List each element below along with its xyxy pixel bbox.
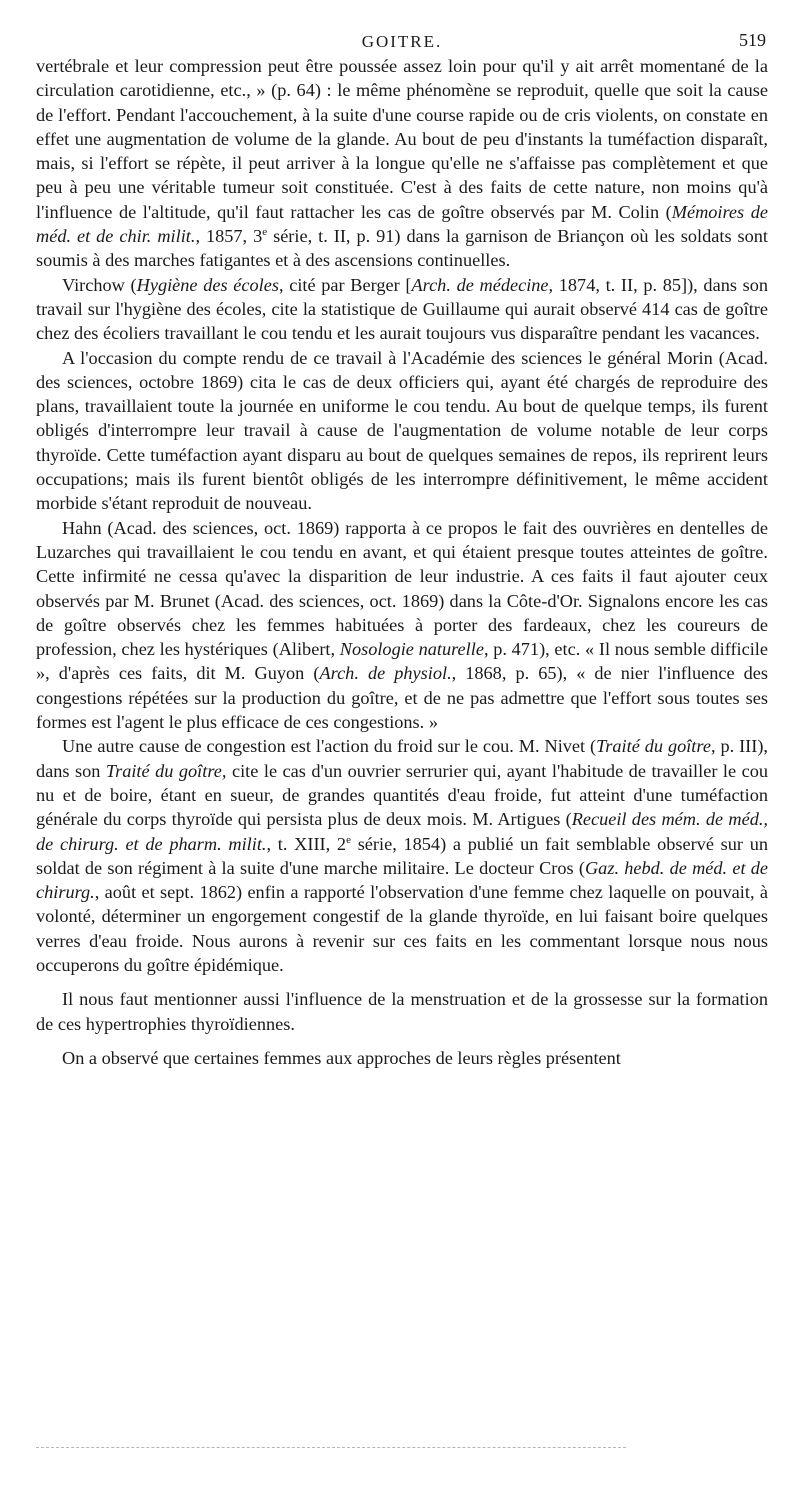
paragraph	[36, 346, 768, 516]
citation-italic: Traité du goître	[596, 736, 711, 757]
text-run: , t. XIII, 2	[266, 833, 347, 854]
text-run: vertébrale et leur compression peut être poussée assez loin pour qu'il y ait arrêt momentané de la circulation carotidienne, etc., » (p. 64) : le même phénomène se reproduit, quelle que soit la cause de l'effort. Pendant l'accouchement, à la suite d'une course rapide ou de cris violents, on constate en effet une augmentation de volume de la glande. Au bout de peu d'instants la tuméfaction disparaît, mais, si l'effort se répète, il peut arriver à la longue qu'elle ne s'affaisse pas complètement et que peu à peu une véritable tumeur soit constituée. C'est à des faits de cette nature, non moins qu'à l'influence de l'altitude, qu'il faut rattacher les cas de goître observés par M. Colin (	[36, 56, 768, 222]
text-run: , août et sept. 1862) enfin a rapporté l'observation d'une femme chez laquelle on pouvait, à volonté, déterminer un engorgement congestif de la glande thyroïde, en lui faisant boire quelques verres d'eau froide. Nous aurons à revenir sur ces faits en les commentant lorsque nous nous occuperons du goître épidémique.	[36, 882, 768, 975]
citation-italic: Recueil des mém. de méd., de chirurg. et de pharm. milit.	[36, 809, 768, 854]
text-run: Une autre cause de congestion est l'action du froid sur le cou. M. Nivet (	[62, 736, 597, 757]
citation-italic: Traité du goître,	[105, 760, 227, 781]
paragraph	[36, 273, 768, 346]
text-run: A l'occasion du compte rendu de ce travail à l'Académie des sciences le général Morin (Acad. des sciences, octobre 1869) cita le cas de deux officiers qui, ayant été chargés de reproduire des plans, travaillaient toute la journée en uniforme le cou tendu. Au bout de quelque temps, ils furent obligés d'interrompre leur travail à cause de l'augmentation de volume notable de leur corps thyroïde. Cette tuméfaction ayant disparu au bout de quelques semaines de repos, ils reprirent leurs occupations; mais ils furent bientôt obligés de les interrompre définitivement, le même accident morbide s'étant reproduit de nouveau.	[36, 347, 768, 514]
text-run: série, 1854) a publié un fait semblable observé sur un soldat de son régiment à la suite d'une marche militaire. Le docteur Cros (	[36, 833, 769, 878]
citation-italic: Nosologie naturelle	[339, 639, 484, 660]
text-run: série, t. II, p. 91) dans la garnison de Briançon où les soldats sont soumis à des marches fatigantes et à des ascensions continuelles.	[36, 226, 768, 271]
citation-italic: Mémoires de méd. et de chir. milit.	[36, 201, 768, 247]
text-run: , 1868, p. 65), « de nier l'influence des congestions répétées sur la production du goître, et de ne pas admettre que l'effort sous toutes ses formes est l'agent le plus efficace de ces congestions. »	[36, 663, 768, 733]
text-run: Il nous faut mentionner aussi l'influence de la menstruation et de la grossesse sur la formation de ces hypertrophies thyroïdiennes.	[36, 989, 768, 1034]
text-run: , cité par Berger [	[278, 274, 412, 295]
superscript: e	[346, 833, 351, 846]
text-run: cite le cas d'un ouvrier serrurier qui, ayant l'habitude de travailler le cou nu et de boire, étant en sueur, de grandes quantités d'eau froide, fut atteint d'une tuméfaction générale du corps thyroïde qui persista plus de deux mois. M. Artigues (	[36, 760, 769, 830]
paragraph	[36, 734, 768, 977]
paragraph-gap	[36, 977, 768, 987]
citation-italic: Hygiène des écoles	[136, 274, 279, 295]
text-run: Hahn (Acad. des sciences, oct. 1869) rapporta à ce propos le fait des ouvrières en dentelles de Luzarches qui travaillaient le cou tendu en avant, et qui étaient presque toutes atteintes de goître. Cette infirmité ne cessa qu'avec la disparition de leur industrie. A ces faits il faut ajouter ceux observés par M. Brunet (Acad. des sciences, oct. 1869) dans la Côte-d'Or. Signalons encore les cas de goître observés chez les femmes habituées à porter des fardeaux, chez les coureurs de profession, chez les hystériques (Alibert,	[36, 517, 768, 660]
superscript: e	[262, 225, 268, 238]
text-run: , p. III), dans son	[36, 736, 768, 781]
paragraph-gap	[36, 1036, 768, 1046]
citation-italic: Arch. de médecine	[411, 274, 549, 295]
text-run: Virchow (	[62, 274, 137, 295]
page-number: 519	[739, 30, 766, 50]
footer-rule	[36, 1447, 626, 1448]
citation-italic: Gaz. hebd. de méd. et de chirurg.	[36, 857, 769, 903]
paragraph	[36, 54, 768, 273]
page	[36, 28, 768, 1070]
running-head-title: GOITRE.	[361, 32, 443, 51]
paragraph	[36, 1046, 768, 1070]
text-run: , 1874, t. II, p. 85]), dans son travail sur l'hygiène des écoles, cite la statistique de Guillaume qui aurait observé 414 cas de goître chez des écoliers travaillant le cou tendu et les aurait toujours vus disparaître pendant les vacances.	[36, 274, 769, 344]
citation-italic: Arch. de physiol.	[319, 663, 452, 684]
text-run: , p. 471), etc. « Il nous semble difficile », d'après ces faits, dit M. Guyon (	[36, 639, 768, 684]
text-run: On a observé que certaines femmes aux approches de leurs règles présentent	[62, 1047, 621, 1068]
paragraph	[36, 516, 768, 735]
paragraph	[36, 987, 768, 1036]
text-run: , 1857, 3	[195, 226, 263, 247]
running-header	[36, 28, 768, 54]
